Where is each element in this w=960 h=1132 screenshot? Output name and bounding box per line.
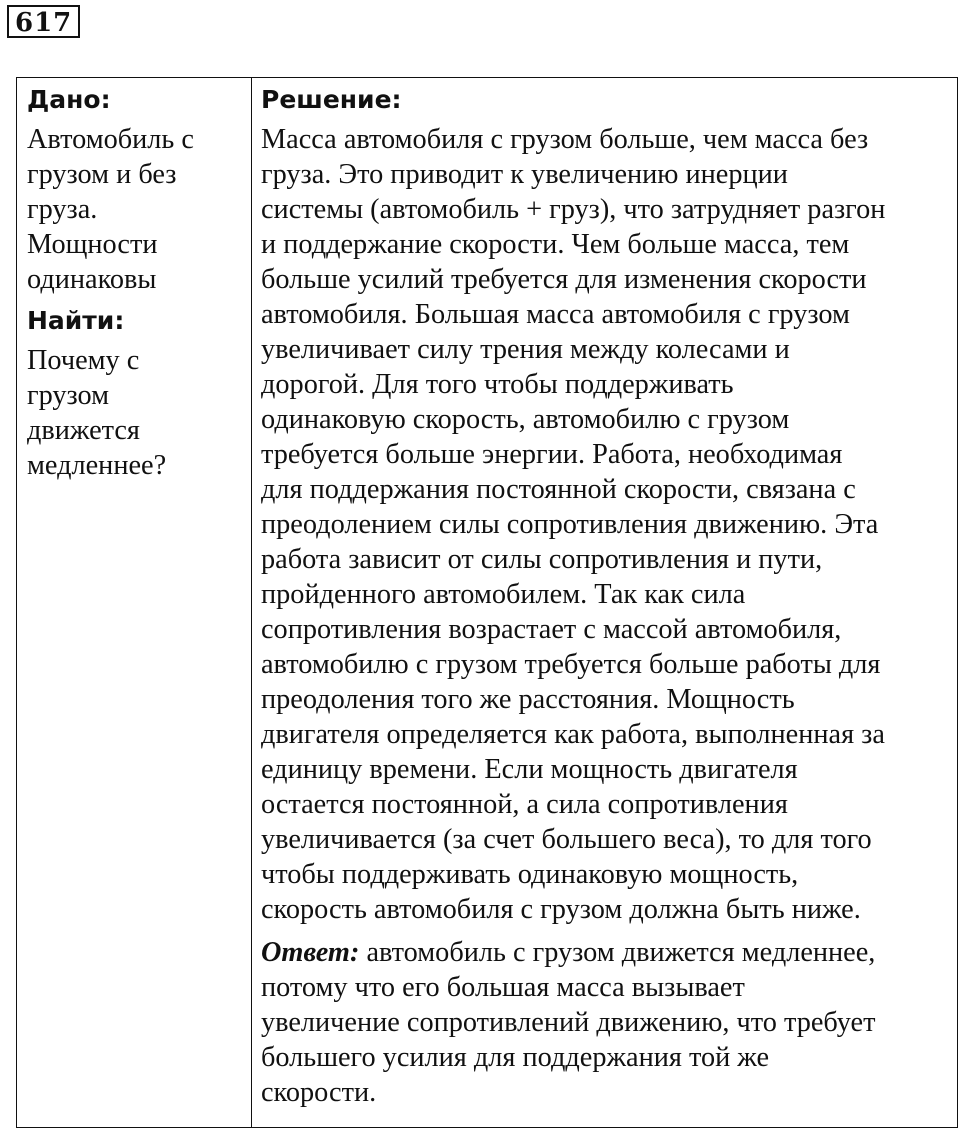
solution-line: работа зависит от силы сопротивления и пути, (261, 544, 823, 575)
solution-line: для поддержания постоянной скорости, связана с (261, 474, 856, 505)
answer-line: увеличение сопротивлений движению, что требует (261, 1007, 876, 1038)
solution-heading: Решение: (261, 85, 402, 114)
given-line: груза. (27, 194, 98, 225)
solution-line: системы (автомобиль + груз), что затрудняет разгон (261, 194, 886, 225)
find-line: медленнее? (27, 450, 167, 481)
given-column (17, 78, 252, 1127)
solution-line: груза. Это приводит к увеличению инерции (261, 159, 788, 190)
given-line: одинаковы (27, 264, 157, 295)
problem-number: 617 (7, 5, 80, 38)
solution-line: остается постоянной, а сила сопротивления (261, 789, 788, 820)
solution-column (252, 78, 957, 1127)
solution-line: Масса автомобиля с грузом больше, чем масса без (261, 124, 869, 155)
find-line: грузом (27, 380, 110, 411)
solution-line: единицу времени. Если мощность двигателя (261, 754, 798, 785)
given-line: Мощности (27, 229, 158, 260)
answer-line: скорости. (261, 1077, 377, 1108)
answer-line: потому что его большая масса вызывает (261, 972, 745, 1003)
find-heading: Найти: (27, 306, 125, 335)
given-line: Автомобиль с (27, 124, 194, 155)
solution-line: чтобы поддерживать одинаковую мощность, (261, 859, 799, 890)
solution-line: одинаковую скорость, автомобилю с грузом (261, 404, 790, 435)
solution-line: преодоления того же расстояния. Мощность (261, 684, 795, 715)
given-text (27, 122, 251, 297)
solution-line: преодолением силы сопротивления движению. Эта (261, 509, 879, 540)
solution-line: автомобиля. Большая масса автомобиля с грузом (261, 299, 850, 330)
answer-first-line (261, 935, 957, 970)
solution-line: двигателя определяется как работа, выполненная за (261, 719, 885, 750)
solution-line: скорость автомобиля с грузом должна быть ниже. (261, 894, 861, 925)
given-heading: Дано: (27, 85, 111, 114)
solution-line: сопротивления возрастает с массой автомобиля, (261, 614, 842, 645)
solution-line: и поддержание скорости. Чем больше масса, тем (261, 229, 850, 260)
solution-line: увеличивается (за счет большего веса), то для того (261, 824, 872, 855)
solution-line: больше усилий требуется для изменения скорости (261, 264, 867, 295)
answer-line: большего усилия для поддержания той же (261, 1042, 770, 1073)
answer-text (261, 935, 957, 1110)
solution-line: увеличивает силу трения между колесами и (261, 334, 790, 365)
solution-line: пройденного автомобилем. Так как сила (261, 579, 746, 610)
solution-line: требуется больше энергии. Работа, необходимая (261, 439, 843, 470)
solution-line: дорогой. Для того чтобы поддерживать (261, 369, 734, 400)
answer-line: автомобиль с грузом движется медленнее, (359, 937, 876, 968)
task-table (16, 77, 958, 1128)
answer-label: Ответ: (261, 937, 360, 968)
solution-text (261, 122, 957, 927)
find-line: движется (27, 415, 140, 446)
given-line: грузом и без (27, 159, 177, 190)
solution-line: автомобилю с грузом требуется больше работы для (261, 649, 881, 680)
find-text (27, 343, 251, 483)
find-line: Почему с (27, 345, 140, 376)
